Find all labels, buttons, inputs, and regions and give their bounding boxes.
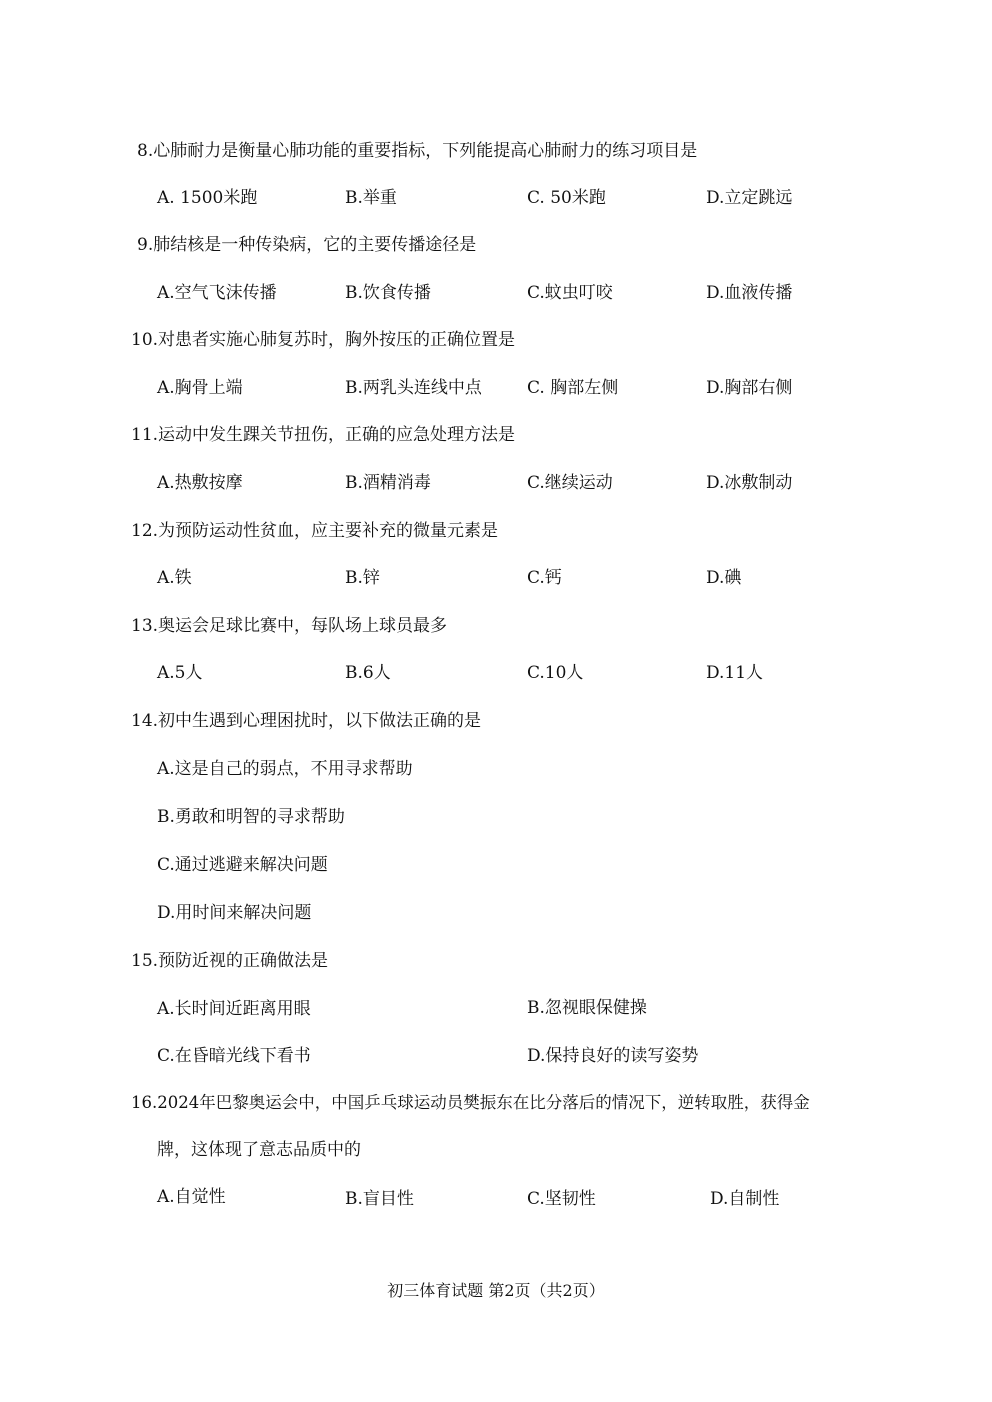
question-16-option-d: D.自制性: [710, 1189, 780, 1209]
question-10-option-d: D.胸部右侧: [706, 378, 793, 398]
question-14-option-d: D.用时间来解决问题: [157, 903, 312, 923]
question-9-option-a: A.空气飞沫传播: [157, 283, 277, 303]
question-16-option-c: C.坚韧性: [527, 1189, 596, 1209]
question-14-option-a: A.这是自己的弱点，不用寻求帮助: [157, 759, 413, 779]
question-16-option-a: A.自觉性: [157, 1187, 226, 1207]
page-footer: 初三体育试题 第2页（共2页）: [387, 1281, 605, 1300]
question-8-option-a: A. 1500米跑: [157, 188, 258, 208]
question-9-option-d: D.血液传播: [706, 283, 793, 303]
question-13-option-b: B.6人: [345, 663, 391, 683]
question-13-option-a: A.5人: [157, 663, 203, 683]
question-12-stem: 12.为预防运动性贫血，应主要补充的微量元素是: [131, 521, 499, 541]
question-16-option-b: B.盲目性: [345, 1189, 414, 1209]
question-15-option-c: C.在昏暗光线下看书: [157, 1046, 311, 1066]
question-15-stem: 15.预防近视的正确做法是: [131, 951, 329, 971]
question-11-option-b: B.酒精消毒: [345, 473, 431, 493]
question-11-option-c: C.继续运动: [527, 473, 613, 493]
question-12-option-d: D.碘: [706, 568, 742, 588]
question-9-option-b: B.饮食传播: [345, 283, 431, 303]
question-10-stem: 10.对患者实施心肺复苏时，胸外按压的正确位置是: [131, 330, 516, 350]
question-14-option-c: C.通过逃避来解决问题: [157, 855, 328, 875]
question-11-option-a: A.热敷按摩: [157, 473, 243, 493]
question-14-stem: 14.初中生遇到心理困扰时，以下做法正确的是: [131, 711, 482, 731]
question-16-stem: 16.2024年巴黎奥运会中，中国乒乓球运动员樊振东在比分落后的情况下，逆转取胜，获得金: [131, 1093, 810, 1112]
question-10-option-a: A.胸骨上端: [157, 378, 243, 398]
question-13-option-c: C.10人: [527, 663, 584, 683]
question-10-option-b: B.两乳头连线中点: [345, 378, 482, 398]
question-8-option-b: B.举重: [345, 188, 397, 208]
question-8-stem: 8.心肺耐力是衡量心肺功能的重要指标，下列能提高心肺耐力的练习项目是: [137, 141, 698, 161]
question-11-stem: 11.运动中发生踝关节扭伤，正确的应急处理方法是: [131, 425, 516, 445]
question-14-option-b: B.勇敢和明智的寻求帮助: [157, 807, 345, 827]
question-12-option-c: C.钙: [527, 568, 562, 588]
question-12-option-b: B.锌: [345, 568, 380, 588]
question-16-stem-continued: 牌，这体现了意志品质中的: [157, 1140, 361, 1160]
question-8-option-c: C. 50米跑: [527, 188, 606, 208]
question-8-option-d: D.立定跳远: [706, 188, 793, 208]
question-10-option-c: C. 胸部左侧: [527, 378, 619, 398]
question-15-option-d: D.保持良好的读写姿势: [527, 1046, 699, 1066]
question-13-option-d: D.11人: [706, 663, 764, 683]
question-9-option-c: C.蚊虫叮咬: [527, 283, 613, 303]
question-15-option-b: B.忽视眼保健操: [527, 998, 647, 1018]
question-15-option-a: A.长时间近距离用眼: [157, 999, 311, 1019]
question-13-stem: 13.奥运会足球比赛中，每队场上球员最多: [131, 616, 448, 636]
question-9-stem: 9.肺结核是一种传染病，它的主要传播途径是: [137, 235, 477, 255]
question-12-option-a: A.铁: [157, 568, 192, 588]
question-11-option-d: D.冰敷制动: [706, 473, 793, 493]
